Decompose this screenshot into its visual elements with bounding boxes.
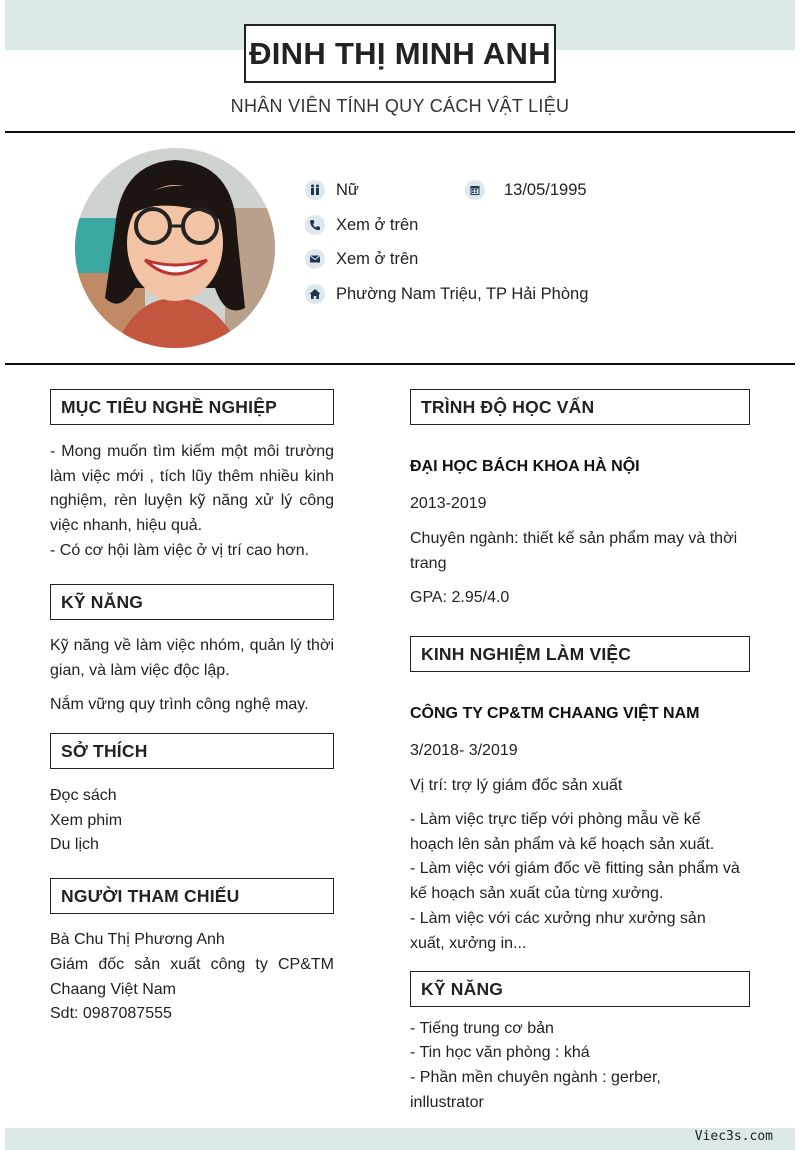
skills-text-2: Nắm vững quy trình công nghệ may. bbox=[50, 696, 309, 713]
experience-position: Vị trí: trợ lý giám đốc sản xuất bbox=[410, 777, 623, 794]
candidate-name: ĐINH THỊ MINH ANH bbox=[249, 35, 551, 71]
site-watermark[interactable]: Viec3s.com bbox=[694, 1129, 773, 1144]
gender-icon bbox=[305, 180, 325, 200]
skill-item: - Tiếng trung cơ bản bbox=[410, 1020, 554, 1037]
hobby-item: Du lịch bbox=[50, 836, 99, 853]
experience-duty: - Làm việc với các xưởng như xưởng sản xuất, xưởng in... bbox=[410, 910, 706, 952]
experience-heading: KINH NGHIỆM LÀM VIỆC bbox=[410, 636, 750, 672]
phone-text: Xem ở trên bbox=[336, 215, 419, 234]
objective-heading: MỤC TIÊU NGHỀ NGHIỆP bbox=[50, 389, 334, 425]
experience-period: 3/2018- 3/2019 bbox=[410, 742, 518, 759]
avatar bbox=[75, 148, 275, 348]
skill-item: - Phần mền chuyên ngành : gerber, inllustrator bbox=[410, 1069, 661, 1111]
skills-right-heading: KỸ NĂNG bbox=[410, 971, 750, 1007]
experience-duty: - Làm việc trực tiếp với phòng mẫu về kế hoạch lên sản phẩm và kế hoạch sản xuất. bbox=[410, 811, 715, 853]
phone-row bbox=[305, 215, 418, 235]
experience-duty: - Làm việc với giám đốc về fitting sản phẩm và kế hoạch sản xuất của từng xưởng. bbox=[410, 860, 740, 902]
education-gpa: GPA: 2.95/4.0 bbox=[410, 589, 510, 606]
school-name: ĐẠI HỌC BÁCH KHOA HÀ NỘI bbox=[410, 458, 640, 475]
hobby-item: Xem phim bbox=[50, 812, 123, 829]
reference-phone: Sdt: 0987087555 bbox=[50, 1005, 172, 1022]
education-heading: TRÌNH ĐỘ HỌC VẤN bbox=[410, 389, 750, 425]
education-years: 2013-2019 bbox=[410, 495, 487, 512]
hobbies-heading: SỞ THÍCH bbox=[50, 733, 334, 769]
skills-text: Kỹ năng về làm việc nhóm, quản lý thời gian, và làm việc độc lập. bbox=[50, 637, 334, 679]
email-row bbox=[305, 249, 418, 269]
email-icon bbox=[305, 249, 325, 269]
objective-text-2: - Có cơ hội làm việc ở vị trí cao hơn. bbox=[50, 542, 310, 559]
info-divider bbox=[5, 363, 795, 365]
name-box bbox=[244, 24, 556, 83]
calendar-icon bbox=[465, 180, 485, 200]
gender-text: Nữ bbox=[336, 180, 359, 199]
address-text: Phường Nam Triệu, TP Hải Phòng bbox=[336, 284, 589, 303]
references-heading: NGƯỜI THAM CHIẾU bbox=[50, 878, 334, 914]
skills-heading: KỸ NĂNG bbox=[50, 584, 334, 620]
skill-item: - Tin học văn phòng : khá bbox=[410, 1044, 590, 1061]
bottom-band bbox=[5, 1128, 795, 1150]
home-icon bbox=[305, 284, 325, 304]
header-divider bbox=[5, 131, 795, 133]
objective-text: - Mong muốn tìm kiếm một môi trường làm việc mới , tích lũy thêm nhiều kinh nghiệm, rèn luyện kỹ năng xử lý công việc nhanh, hiệu quả. bbox=[50, 443, 334, 534]
address-row bbox=[305, 284, 588, 304]
reference-role: Giám đốc sản xuất công ty CP&TM Chaang Việt Nam bbox=[50, 956, 334, 998]
birthdate-text: 13/05/1995 bbox=[504, 180, 587, 199]
reference-name: Bà Chu Thị Phương Anh bbox=[50, 931, 225, 948]
phone-icon bbox=[305, 215, 325, 235]
hobby-item: Đọc sách bbox=[50, 787, 117, 804]
job-title: NHÂN VIÊN TÍNH QUY CÁCH VẬT LIỆU bbox=[230, 96, 570, 116]
company-name: CÔNG TY CP&TM CHAANG VIỆT NAM bbox=[410, 705, 700, 722]
education-major: Chuyên ngành: thiết kế sản phẩm may và thời trang bbox=[410, 530, 738, 572]
birthdate-row bbox=[465, 180, 587, 200]
gender-row bbox=[305, 180, 359, 200]
email-text: Xem ở trên bbox=[336, 249, 419, 268]
